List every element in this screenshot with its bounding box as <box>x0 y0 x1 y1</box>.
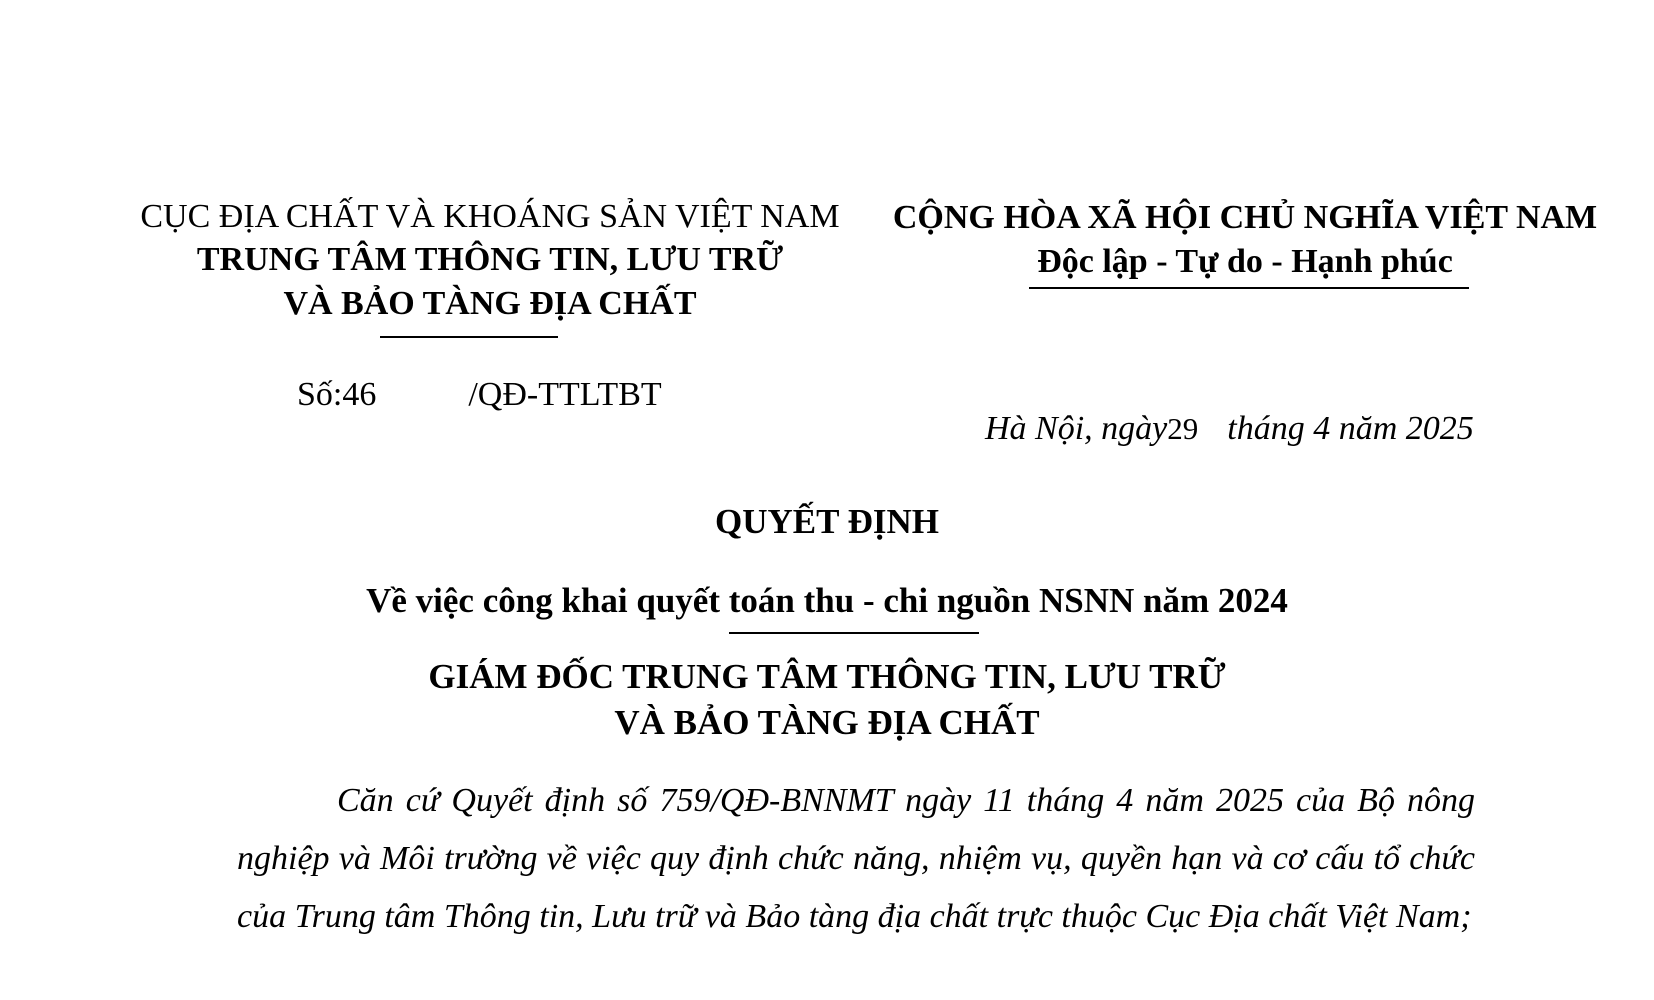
national-title: CỘNG HÒA XÃ HỘI CHỦ NGHĨA VIỆT NAM <box>892 199 1598 236</box>
parent-agency: CỤC ĐỊA CHẤT VÀ KHOÁNG SẢN VIỆT NAM <box>140 198 840 235</box>
agency-name-line2: VÀ BẢO TÀNG ĐỊA CHẤT <box>283 285 697 322</box>
document-number <box>297 376 662 414</box>
document-subject: Về việc công khai quyết toán thu - chi nguồn NSNN năm 2024 <box>366 581 1288 620</box>
date-place-prefix: Hà Nội, ngày <box>985 410 1168 447</box>
national-motto: Độc lập - Tự do - Hạnh phúc <box>1037 243 1453 280</box>
date-day: 29 <box>1167 411 1199 446</box>
motto-underline <box>1029 287 1469 289</box>
document-number-prefix: Số: <box>297 376 343 413</box>
agency-name-line1: TRUNG TÂM THÔNG TIN, LƯU TRỮ <box>196 241 784 278</box>
place-and-date <box>985 410 1474 448</box>
subject-underline <box>729 632 979 634</box>
document-number-value: 46 <box>342 376 377 413</box>
issuing-authority-line1: GIÁM ĐỐC TRUNG TÂM THÔNG TIN, LƯU TRỮ <box>428 657 1226 696</box>
agency-underline <box>380 336 558 338</box>
document-number-suffix: /QĐ-TTLTBT <box>468 376 662 413</box>
issuing-authority-line2: VÀ BẢO TÀNG ĐỊA CHẤT <box>614 703 1040 742</box>
date-month-year: tháng 4 năm 2025 <box>1227 410 1474 447</box>
document-type-title: QUYẾT ĐỊNH <box>715 502 939 541</box>
legal-basis-paragraph: Căn cứ Quyết định số 759/QĐ-BNNMT ngày 11 tháng 4 năm 2025 của Bộ nông nghiệp và Môi trường về việc quy định chức năng, nhiệm vụ, quyền hạn và cơ cấu tổ chức của Trung tâm Thông tin, Lưu trữ và Bảo tàng địa chất trực thuộc Cục Địa chất Việt Nam; <box>237 782 1475 935</box>
